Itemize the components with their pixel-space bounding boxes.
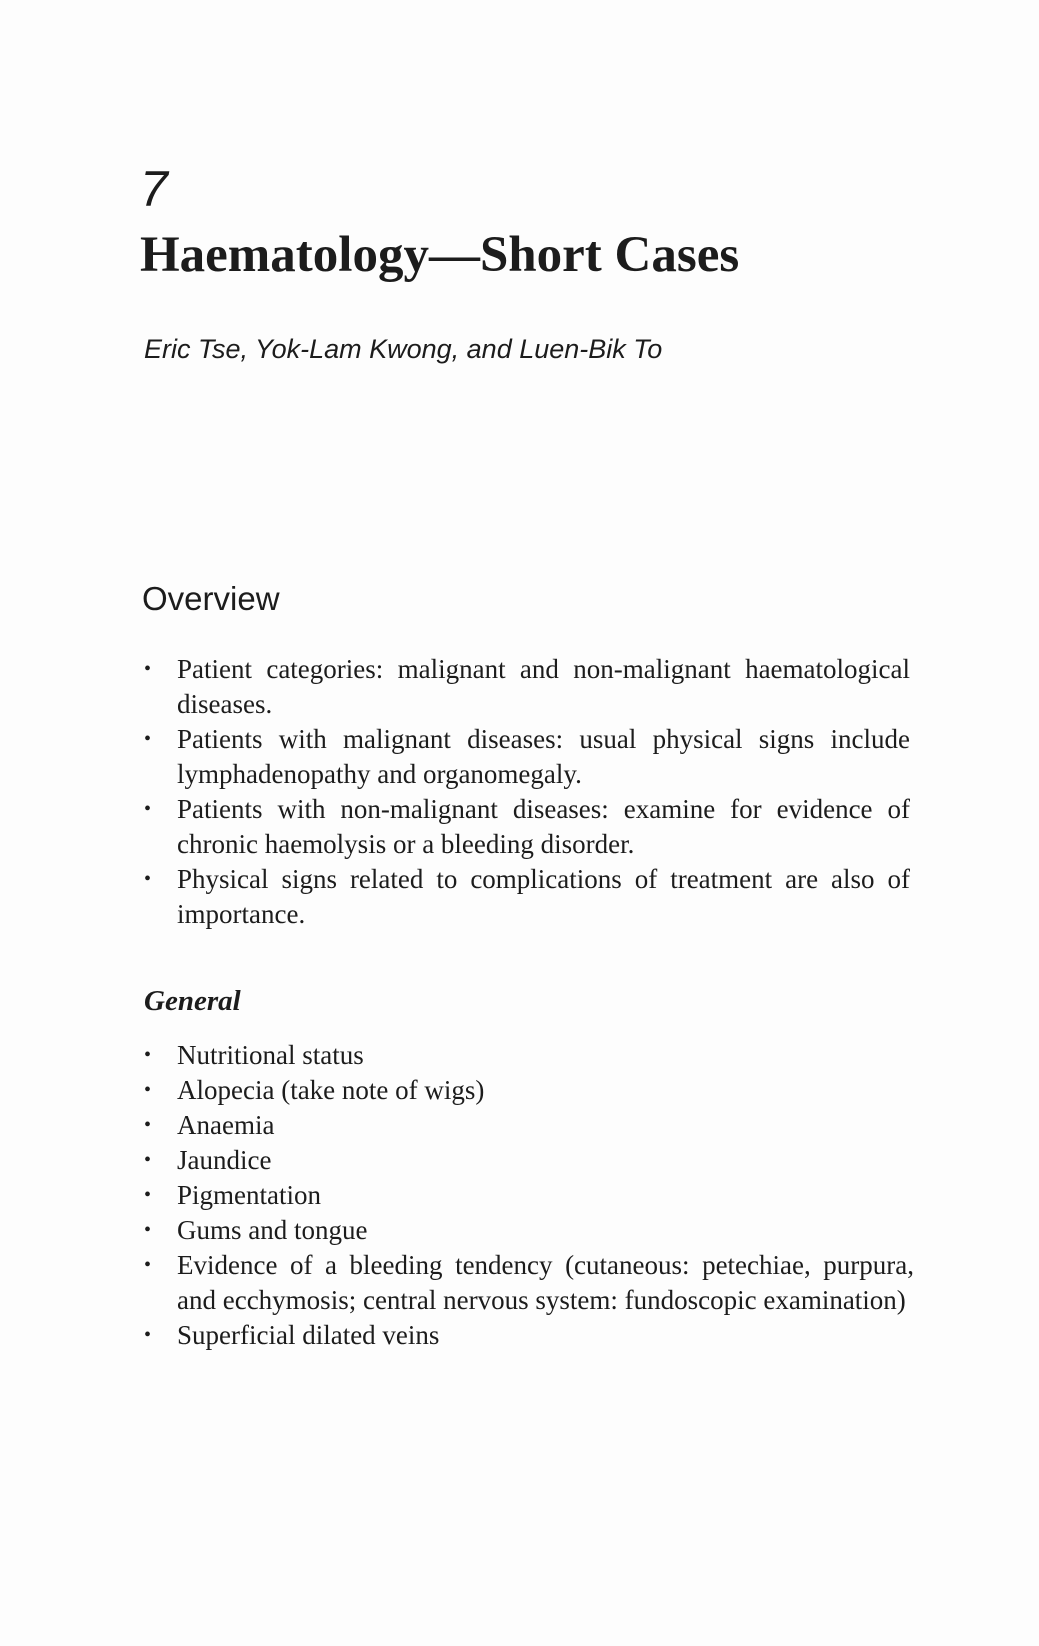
general-item-text: Pigmentation — [177, 1180, 321, 1210]
bullet-icon: • — [144, 1114, 152, 1136]
general-item-text: Evidence of a bleeding tendency (cutaneous: petechiae, purpura, and ecchymosis; central nervous system: fundoscopic examination) — [177, 1250, 914, 1315]
bullet-icon: • — [144, 1254, 152, 1276]
general-item — [142, 1143, 914, 1178]
general-item — [142, 1038, 914, 1073]
overview-item-text: Patients with malignant diseases: usual physical signs include lymphadenopathy and organomegaly. — [177, 724, 910, 789]
general-item-text: Alopecia (take note of wigs) — [177, 1075, 485, 1105]
overview-item-text: Patients with non-malignant diseases: examine for evidence of chronic haemolysis or a bleeding disorder. — [177, 794, 910, 859]
bullet-icon: • — [144, 1184, 152, 1206]
bullet-icon: • — [144, 868, 152, 890]
general-list — [142, 1038, 914, 1353]
general-item — [142, 1248, 914, 1318]
overview-item-text: Physical signs related to complications of treatment are also of importance. — [177, 864, 910, 929]
bullet-icon: • — [144, 1149, 152, 1171]
overview-item-text: Patient categories: malignant and non-malignant haematological diseases. — [177, 654, 910, 719]
overview-heading: Overview — [142, 580, 280, 617]
chapter-number: 7 — [140, 161, 168, 217]
bullet-icon: • — [144, 1219, 152, 1241]
general-item-text: Anaemia — [177, 1110, 275, 1140]
bullet-icon: • — [144, 728, 152, 750]
general-item — [142, 1213, 914, 1248]
general-item-text: Jaundice — [177, 1145, 272, 1175]
general-item-text: Nutritional status — [177, 1040, 364, 1070]
overview-item — [142, 722, 910, 792]
general-item-text: Superficial dilated veins — [177, 1320, 440, 1350]
general-item — [142, 1073, 914, 1108]
chapter-authors: Eric Tse, Yok-Lam Kwong, and Luen-Bik To — [144, 334, 663, 364]
general-item — [142, 1318, 914, 1353]
overview-item — [142, 652, 910, 722]
bullet-icon: • — [144, 1044, 152, 1066]
overview-item — [142, 862, 910, 932]
bullet-icon: • — [144, 1079, 152, 1101]
overview-item — [142, 792, 910, 862]
general-heading: General — [144, 985, 241, 1017]
bullet-icon: • — [144, 658, 152, 680]
bullet-icon: • — [144, 798, 152, 820]
chapter-title: Haematology—Short Cases — [140, 227, 740, 283]
general-item-text: Gums and tongue — [177, 1215, 368, 1245]
bullet-icon: • — [144, 1324, 152, 1346]
general-item — [142, 1108, 914, 1143]
general-item — [142, 1178, 914, 1213]
overview-list — [142, 652, 910, 932]
